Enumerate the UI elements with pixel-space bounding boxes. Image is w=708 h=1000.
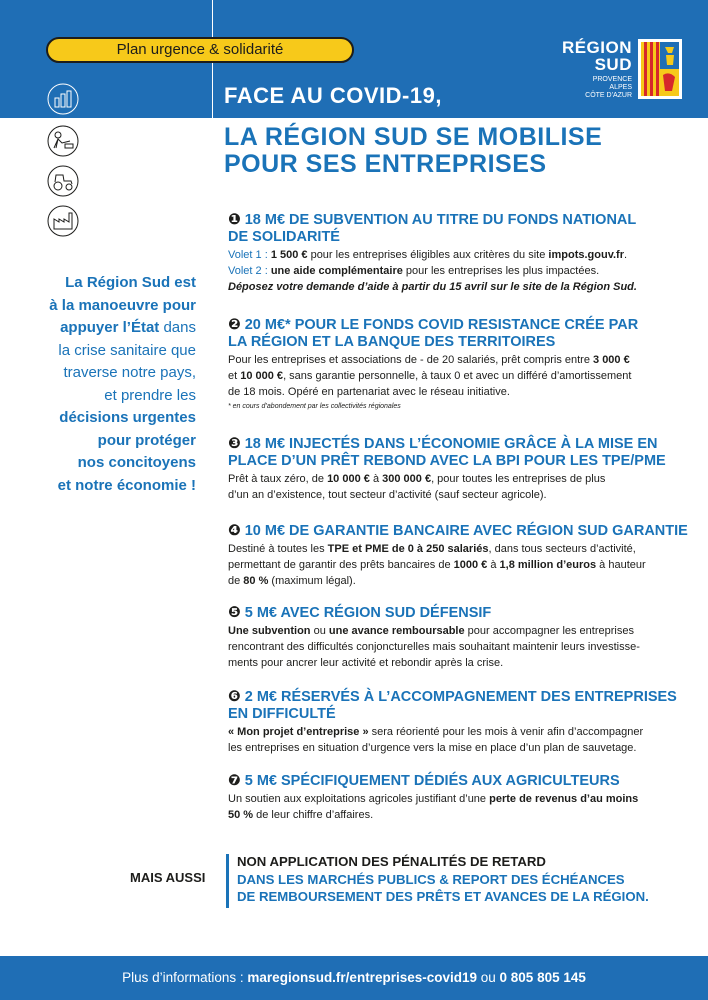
section-2-body bbox=[228, 352, 690, 400]
title-text: 18 M€ DE SUBVENTION AU TITRE DU FONDS NATIONAL bbox=[240, 212, 637, 228]
factory-icon bbox=[46, 204, 80, 238]
body-text: à hauteur bbox=[596, 559, 646, 571]
chart-building-icon bbox=[46, 82, 80, 116]
section-4-body bbox=[228, 541, 690, 589]
title-text: 5 M€ AVEC RÉGION SUD DÉFENSIF bbox=[240, 605, 492, 621]
section-2 bbox=[228, 316, 690, 410]
page-title bbox=[224, 124, 602, 178]
logo-sub-provence: PROVENCE bbox=[592, 76, 632, 83]
mais-aussi-text bbox=[237, 853, 649, 906]
body-text: pour les entreprises les plus impactées. bbox=[402, 265, 600, 277]
body-text: sera réorienté pour les mois à venir afin d’accompagner bbox=[368, 726, 644, 738]
body-bold: 3 000 € bbox=[593, 354, 630, 366]
body-bold: 1000 € bbox=[453, 559, 488, 571]
intro-line: dans bbox=[159, 319, 196, 336]
face-title: FACE AU COVID-19, bbox=[224, 83, 442, 108]
intro-line: décisions urgentes bbox=[59, 409, 196, 426]
intro-line: à la manoeuvre pour bbox=[49, 296, 196, 314]
title-text: PLACE D’UN PRÊT REBOND AVEC LA BPI POUR LES TPE/PME bbox=[228, 453, 666, 469]
intro-line: nos concitoyens bbox=[77, 454, 196, 471]
volet-label: Volet 2 : bbox=[228, 265, 271, 277]
number-badge: ❶ bbox=[228, 211, 241, 228]
number-badge: ❺ bbox=[228, 604, 241, 621]
footer-phone[interactable]: 0 805 805 145 bbox=[499, 970, 586, 985]
section-7 bbox=[228, 772, 690, 823]
body-text: de bbox=[228, 575, 244, 587]
section-6-title bbox=[228, 688, 690, 723]
footer-url-link[interactable]: maregionsud.fr/entreprises-covid19 bbox=[247, 970, 477, 985]
intro-line: appuyer l’État bbox=[60, 319, 160, 336]
mais-aussi-line3: DE REMBOURSEMENT DES PRÊTS ET AVANCES DE LA RÉGION. bbox=[237, 889, 649, 904]
deadline-note: Déposez votre demande d’aide à partir du 15 avril sur le site de la Région Sud. bbox=[228, 281, 637, 293]
body-bold: 1,8 million d’euros bbox=[499, 559, 597, 571]
section-2-title bbox=[228, 316, 690, 351]
body-bold: 10 000 € bbox=[240, 370, 284, 382]
section-7-body bbox=[228, 791, 690, 823]
section-3 bbox=[228, 435, 690, 503]
section-3-body bbox=[228, 471, 690, 503]
body-bold: 1 500 € bbox=[270, 249, 308, 261]
intro-line: pour protéger bbox=[97, 431, 196, 449]
body-text: les entreprises en situation d’urgence vers la mise en place d’un plan de sauvetage. bbox=[228, 742, 637, 754]
body-text: . bbox=[624, 249, 628, 261]
section-6 bbox=[228, 688, 690, 756]
section-4 bbox=[228, 522, 690, 589]
section-5-title bbox=[228, 604, 690, 622]
region-shield-icon bbox=[638, 39, 682, 99]
title-text: LA RÉGION ET LA BANQUE DES TERRITOIRES bbox=[228, 334, 556, 350]
title-text: 2 M€ RÉSERVÉS À L’ACCOMPAGNEMENT DES ENTREPRISES bbox=[240, 689, 677, 705]
body-bold: une avance remboursable bbox=[328, 625, 465, 637]
body-bold: perte de revenus d’au moins bbox=[489, 793, 639, 805]
title-text: DE SOLIDARITÉ bbox=[228, 229, 340, 245]
number-badge: ❷ bbox=[228, 316, 241, 333]
logo-line-sud: SUD bbox=[594, 55, 632, 74]
section-1 bbox=[228, 211, 690, 295]
logo-sub-alpes: ALPES bbox=[609, 84, 632, 91]
mais-aussi-line1: NON APPLICATION DES PÉNALITÉS DE RETARD bbox=[237, 854, 546, 869]
section-3-title bbox=[228, 435, 690, 470]
region-sud-logo-text bbox=[560, 39, 632, 100]
intro-line: et notre économie ! bbox=[57, 476, 196, 494]
section-4-title bbox=[228, 522, 690, 540]
body-bold: TPE et PME de 0 à 250 salariés bbox=[327, 543, 489, 555]
intro-line: traverse notre pays, bbox=[63, 364, 196, 381]
number-badge: ❼ bbox=[228, 772, 241, 789]
body-text: Prêt à taux zéro, de bbox=[228, 473, 328, 485]
title-text: 5 M€ SPÉCIFIQUEMENT DÉDIÉS AUX AGRICULTEURS bbox=[240, 773, 620, 789]
page-title-line2: POUR SES ENTREPRISES bbox=[224, 150, 547, 178]
number-badge: ❹ bbox=[228, 522, 241, 539]
intro-text bbox=[20, 272, 196, 497]
plan-badge: Plan urgence & solidarité bbox=[46, 37, 354, 63]
body-text: , sans garantie personnelle, à taux 0 et avec un différé d’amortissement bbox=[283, 370, 632, 382]
footer-bar bbox=[0, 956, 708, 1000]
body-bold: « Mon projet d’entreprise » bbox=[228, 726, 369, 738]
intro-line: la crise sanitaire que bbox=[58, 341, 196, 359]
body-text: ments pour ancrer leur activité et rebondir après la crise. bbox=[228, 657, 504, 669]
body-bold: 50 % bbox=[228, 809, 254, 821]
section-1-body bbox=[228, 247, 690, 295]
section-5 bbox=[228, 604, 690, 671]
body-bold: 10 000 € bbox=[327, 473, 370, 485]
body-text: à bbox=[369, 473, 383, 485]
body-text: pour les entreprises éligibles aux critères du site bbox=[307, 249, 549, 261]
intro-line: et prendre les bbox=[104, 386, 196, 404]
body-bold: Une subvention bbox=[228, 625, 311, 637]
title-text: 18 M€ INJECTÉS DANS L’ÉCONOMIE GRÂCE À LA MISE EN bbox=[240, 436, 658, 452]
body-text: d’un an d’existence, tout secteur d’activité (sauf secteur agricole). bbox=[228, 489, 547, 501]
body-text: rencontrant des difficultés conjoncturelles mais souhaitant maintenir leurs investisse- bbox=[228, 641, 640, 653]
body-text: (maximum légal). bbox=[268, 575, 356, 587]
body-text: de 18 mois. Opéré en partenariat avec le réseau initiative. bbox=[228, 386, 510, 398]
number-badge: ❸ bbox=[228, 435, 241, 452]
page-title-line1: LA RÉGION SUD SE MOBILISE bbox=[224, 123, 603, 151]
title-text: 20 M€* POUR LE FONDS COVID RESISTANCE CRÉE PAR bbox=[240, 317, 639, 333]
body-text: permettant de garantir des prêts bancaires de bbox=[228, 559, 454, 571]
logo-line-region: RÉGION bbox=[561, 38, 632, 57]
tractor-icon bbox=[46, 164, 80, 198]
volet-label: Volet 1 : bbox=[228, 249, 271, 261]
body-text: , dans tous secteurs d’activité, bbox=[488, 543, 636, 555]
footer-mid: ou bbox=[477, 970, 500, 985]
section-6-body bbox=[228, 724, 690, 756]
logo-sub-cote: CÔTE D'AZUR bbox=[585, 92, 632, 99]
title-text: 10 M€ DE GARANTIE BANCAIRE AVEC RÉGION SUD GARANTIE bbox=[240, 523, 688, 539]
construction-worker-icon bbox=[46, 124, 80, 158]
body-text: Un soutien aux exploitations agricoles justifiant d’une bbox=[228, 793, 490, 805]
section-5-body bbox=[228, 623, 690, 671]
body-text: pour accompagner les entreprises bbox=[464, 625, 634, 637]
body-text: ou bbox=[310, 625, 329, 637]
body-bold: une aide complémentaire bbox=[270, 265, 403, 277]
impots-link[interactable]: impots.gouv.fr bbox=[548, 249, 624, 261]
intro-line: La Région Sud est bbox=[65, 274, 196, 291]
number-badge: ❻ bbox=[228, 688, 241, 705]
body-text: de leur chiffre d’affaires. bbox=[253, 809, 374, 821]
body-bold: 80 % bbox=[243, 575, 269, 587]
mais-aussi-line2: DANS LES MARCHÉS PUBLICS & REPORT DES ÉCHÉANCES bbox=[237, 871, 625, 887]
body-text: à bbox=[487, 559, 500, 571]
body-bold: 300 000 € bbox=[382, 473, 432, 485]
title-text: EN DIFFICULTÉ bbox=[228, 706, 336, 722]
body-text: Pour les entreprises et associations de - de 20 salariés, prêt compris entre bbox=[228, 354, 594, 366]
section-1-title bbox=[228, 211, 690, 246]
mais-aussi-bar bbox=[226, 854, 229, 908]
body-text: et bbox=[228, 370, 241, 382]
mais-aussi-label: MAIS AUSSI bbox=[130, 870, 206, 885]
footnote: * en cours d’abondement par les collectivités régionales bbox=[228, 403, 401, 410]
vertical-divider bbox=[212, 0, 213, 1000]
section-7-title bbox=[228, 772, 690, 790]
body-text: Destiné à toutes les bbox=[228, 543, 328, 555]
footer-prefix: Plus d’informations : bbox=[122, 970, 248, 985]
body-text: , pour toutes les entreprises de plus bbox=[431, 473, 606, 485]
